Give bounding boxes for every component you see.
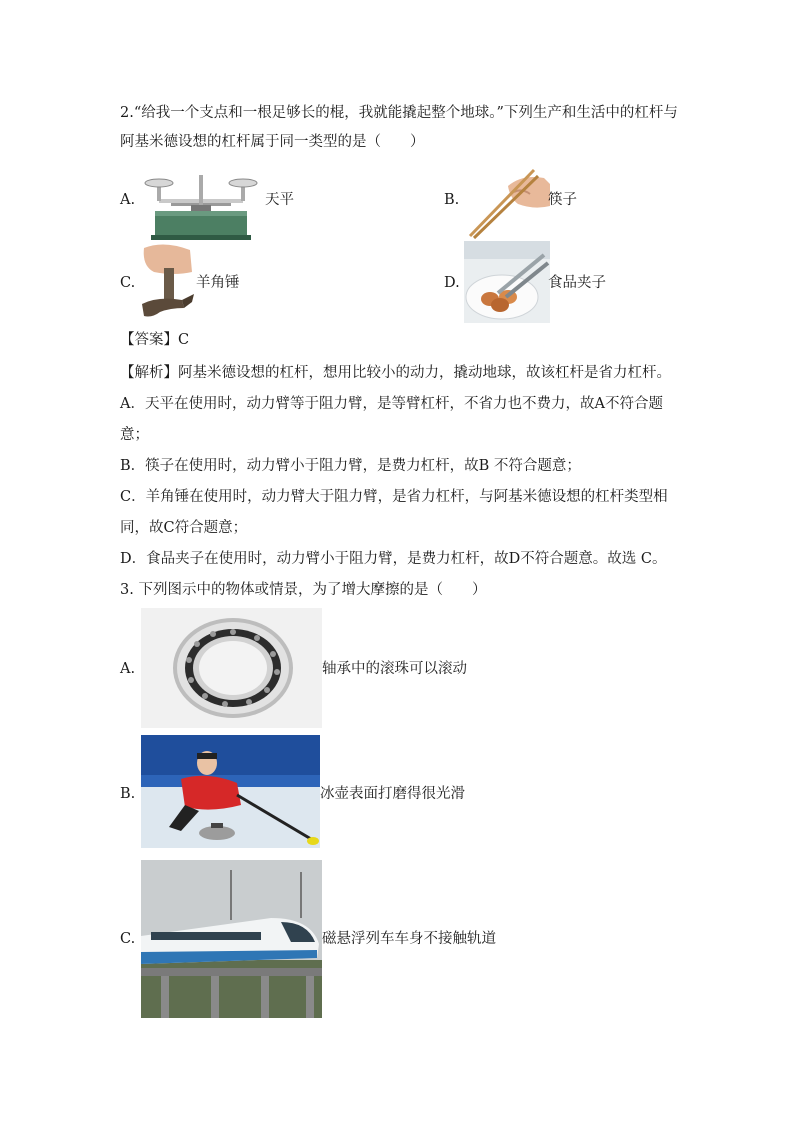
balance-scale-photo [141,167,261,242]
curling-photo [141,735,320,848]
maglev-train-photo [141,860,322,1018]
q2-analysis-line: 意； [120,427,149,443]
q2-option-c-letter: C. [120,275,136,291]
q2-answer: 【答案】C [120,332,190,348]
q2-analysis-line: D．食品夹子在使用时，动力臂小于阻力臂，是费力杠杆，故D不符合题意。故选 C。 [120,551,667,567]
q3-option-a-letter: A. [120,661,136,677]
q2-analysis-line: C．羊角锤在使用时，动力臂大于阻力臂，是省力杠杆，与阿基米德设想的杠杆类型相 [120,489,668,505]
q3-option-a-text: 轴承中的滚珠可以滚动 [322,661,467,677]
q2-option-d-text: 食品夹子 [548,275,606,291]
q2-option-d-letter: D. [444,275,460,291]
q3-stem: 3. 下列图示中的物体或情景，为了增大摩擦的是（ ） [120,582,487,598]
q3-option-c-letter: C. [120,931,136,947]
q3-option-c-text: 磁悬浮列车车身不接触轨道 [322,931,496,947]
q3-option-b-letter: B. [120,786,136,802]
ball-bearing-photo [141,608,322,728]
q2-option-a-text: 天平 [265,192,294,208]
q2-option-c-text: 羊角锤 [196,275,240,291]
q2-analysis-line: 同，故C符合题意； [120,520,248,536]
chopsticks-photo [464,166,550,240]
q2-option-b-text: 筷子 [548,192,577,208]
q2-stem-line1: 2.“给我一个支点和一根足够长的棍，我就能撬起整个地球。”下列生产和生活中的杠杆与 [120,105,678,121]
q2-option-a-letter: A. [120,192,136,208]
q2-option-b-letter: B. [444,192,460,208]
q2-analysis-line: 【解析】阿基米德设想的杠杆，想用比较小的动力，撬动地球，故该杠杆是省力杠杆。 [120,365,671,381]
q2-stem-line2: 阿基米德设想的杠杆属于同一类型的是（ ） [120,134,425,150]
q3-option-b-text: 冰壶表面打磨得很光滑 [320,786,465,802]
claw-hammer-photo [138,242,196,322]
q2-analysis-line: A．天平在使用时，动力臂等于阻力臂，是等臂杠杆，不省力也不费力，故A不符合题 [120,396,663,412]
food-tongs-photo [464,241,550,323]
q2-analysis-line: B．筷子在使用时，动力臂小于阻力臂，是费力杠杆，故B 不符合题意； [120,458,581,474]
